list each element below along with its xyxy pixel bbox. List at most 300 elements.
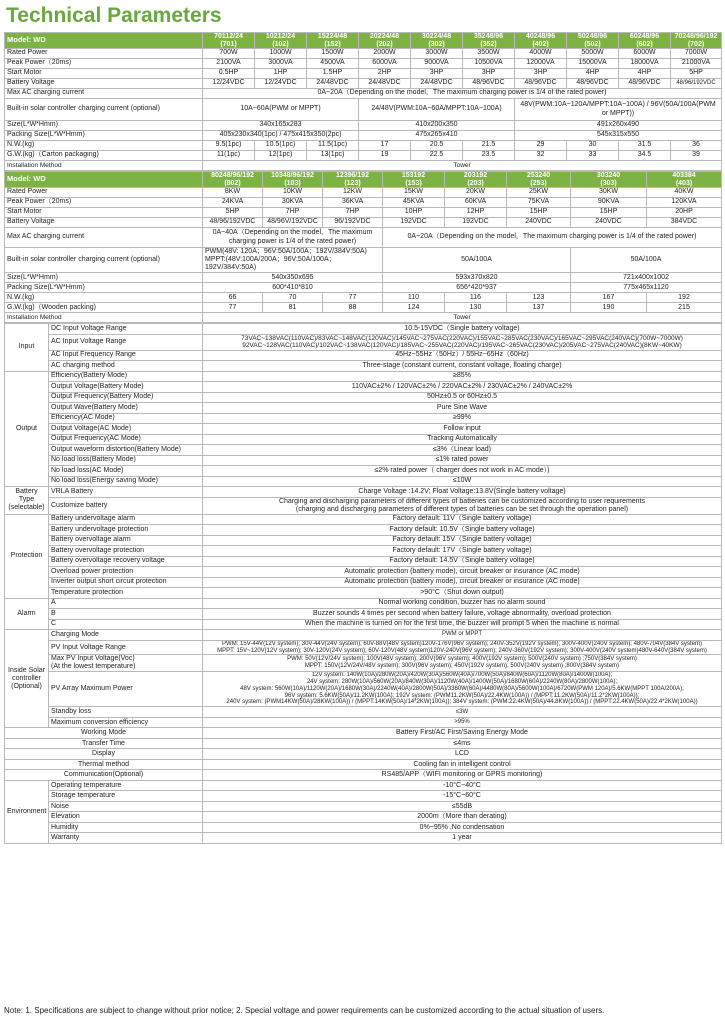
cell: 116 [445,293,507,303]
max-ac-charging-row [5,89,722,99]
cell: 15HP [507,208,571,218]
cell: 48/96V/192VDC [263,218,323,228]
cell: 405x230x340(1pc) / 475x415x350(2pc) [203,131,359,141]
cell: 24/48VDC [307,79,359,89]
row-label: Start Motor [5,208,203,218]
cell: 3HP [463,69,515,79]
model-code: 80248/96/192 (802) [203,172,263,188]
cell: 50A/100A [383,248,571,273]
spec-label: Efficiency(Battery Mode) [49,371,203,382]
cell: 13(1pc) [307,151,359,161]
cell: 24/48V(PWM:10A~60A/MPPT:10A~100A) [359,99,515,121]
packing-size-row [5,283,722,293]
spec-row-communication-optional [5,770,722,781]
cell: 593x370x820 [383,273,571,283]
cell: 77 [203,303,263,313]
spec-value: Factory default: 11V（Single battery voltage) [203,514,722,525]
cell: 30KW [571,188,647,198]
row-label: G.W.(kg)（Carton packaging) [5,151,203,161]
cell: 17 [359,141,411,151]
packing-size-row [5,131,722,141]
cell: 7HP [323,208,383,218]
spec-row-inverter-output-short-circuit-protection [5,577,722,588]
cell: 48V(PWM:10A~120A/MPPT:10A~100A) / 96V(50A/100A(PWM or MPPT)) [515,99,722,121]
spec-row-battery-overvoltage-recovery-voltage [5,556,722,567]
spec-value: ≤55dB [203,801,722,812]
spec-row-display [5,749,722,760]
spec-label: Output Frequency(AC Mode) [49,434,203,445]
cell: 81 [263,303,323,313]
cell: 120KVA [647,198,722,208]
cell: 48/96VDC [567,79,619,89]
model-code: 40248/96 (402) [515,33,567,49]
spec-group-protection: Protection [5,514,49,598]
start-motor-row [5,208,722,218]
cell: 29 [515,141,567,151]
model-code: 10348/96/192 (103) [263,172,323,188]
spec-row-battery-overvoltage-alarm [5,535,722,546]
cell: 39 [671,151,722,161]
row-label: Max AC charging current [5,228,203,248]
model-code: 30224/48 (302) [411,33,463,49]
spec-label: Storage temperature [49,791,203,802]
spec-group-solar: Inside Solar controller (Optional) [5,630,49,728]
spec-value: ≤3%（Linear load) [203,445,722,456]
cell: 34.5 [619,151,671,161]
peak-power-row [5,59,722,69]
rated-power-row [5,188,722,198]
cell: 20.5 [411,141,463,151]
spec-value: 45Hz~55Hz（50Hz）/ 55Hz~65Hz（60Hz) [203,350,722,361]
spec-label: Humidity [49,822,203,833]
spec-row-humidity [5,822,722,833]
cell: 70 [263,293,323,303]
model-code: 153192 (153) [383,172,445,188]
cell: 167 [571,293,647,303]
spec-value: ≤3W [203,707,722,718]
cell: 340x165x283 [203,121,359,131]
model-table-2 [4,171,722,323]
spec-value: 50Hz±0.5 or 60Hz±0.5 [203,392,722,403]
spec-row-elevation [5,812,722,823]
cell: 1.5HP [307,69,359,79]
spec-label: Display [5,749,203,760]
spec-label: Output Voltage(Battery Mode) [49,382,203,393]
row-label: Battery Voltage [5,79,203,89]
solar-charging-row [5,248,722,273]
spec-value: 10.5-15VDC（Single battery voltage) [203,324,722,335]
cell: 48/96VDC [463,79,515,89]
cell: 60KVA [445,198,507,208]
footnote: Note: 1. Specifications are subject to change without prior notice; 2. Special voltage and power requirements can be customized according to the actual situation of users. [4,1006,605,1015]
spec-value: Follow input [203,424,722,435]
spec-row-standby-loss [5,707,722,718]
cell: 77 [323,293,383,303]
spec-row-battery-overvoltage-protection [5,546,722,557]
spec-row-output-wave-battery-mode [5,403,722,414]
spec-group-alarm: Alarm [5,598,49,630]
spec-label: C [49,619,203,630]
spec-label: Customize battery [49,497,203,514]
spec-value: Three-stage (constant current, constant voltage, floating charge) [203,361,722,372]
spec-row-pv-array-maximum-power [5,671,722,706]
nw-row [5,293,722,303]
spec-label: Thermal method [5,759,203,770]
row-label: Built-in solar controller charging current (optional) [5,99,203,121]
cell: 123 [507,293,571,303]
cell: 192VDC [445,218,507,228]
cell: 475x265x410 [359,131,515,141]
cell: 2HP [359,69,411,79]
cell: 1000W [255,49,307,59]
cell: 30 [567,141,619,151]
spec-label: B [49,609,203,620]
spec-row-charging-mode [5,630,722,641]
cell: 88 [323,303,383,313]
cell: 4500VA [307,59,359,69]
row-label: Built-in solar controller charging current (optional) [5,248,203,273]
spec-row-b [5,609,722,620]
cell: 9.5(1pc) [203,141,255,151]
spec-row-output-frequency-battery-mode [5,392,722,403]
cell: 5000W [567,49,619,59]
cell: 0A~20A（Depending on the model，The maximum charging power is 1/4 of the rated power) [383,228,722,248]
spec-label: Battery overvoltage recovery voltage [49,556,203,567]
cell: 124 [383,303,445,313]
spec-label: VRLA Battery [49,487,203,498]
cell: 545x315x550 [515,131,722,141]
cell: 600*410*810 [203,283,383,293]
cell: 21.5 [463,141,515,151]
spec-label: A [49,598,203,609]
rated-power-row [5,49,722,59]
cell: 3000W [411,49,463,59]
spec-label: Overload power protection [49,567,203,578]
installation-row [5,313,722,323]
spec-value: Factory default: 10.5V（Single battery voltage) [203,525,722,536]
row-label: Rated Power [5,188,203,198]
spec-row-no-load-loss-battery-mode [5,455,722,466]
spec-row-warranty [5,833,722,844]
solar-charging-row [5,99,722,121]
spec-row-ac-input-frequency-range [5,350,722,361]
spec-row-max-pv-input-voltage-voc-at-the-lowest-temperature [5,655,722,671]
cell: 0.5HP [203,69,255,79]
cell: 130 [445,303,507,313]
peak-power-row [5,198,722,208]
cell: 0A~40A（Depending on the model，The maximum charging power is 1/4 of the rated power) [203,228,383,248]
spec-row-ac-input-voltage-range [5,334,722,350]
spec-value: >95% [203,717,722,728]
spec-row-dc-input-voltage-range [5,324,722,335]
row-label: Rated Power [5,49,203,59]
spec-value: Charge Voltage :14.2V; Float Voltage:13.8V(Single battery voltage) [203,487,722,498]
spec-value: Tracking Automatically [203,434,722,445]
cell: 21000VA [671,59,722,69]
spec-value: Automatic protection (battery mode), circuit breaker or insurance (AC mode) [203,567,722,578]
spec-group-output: Output [5,371,49,487]
spec-label: PV Input Voltage Range [49,640,203,655]
cell: 4000W [515,49,567,59]
model-code: 10212/24 (102) [255,33,307,49]
row-label: Battery Voltage [5,218,203,228]
spec-value: Factory default: 15V（Single battery voltage) [203,535,722,546]
cell: 10.5(1pc) [255,141,307,151]
cell: 36KVA [323,198,383,208]
cell: 11(1pc) [203,151,255,161]
spec-value: PWM: 50V(12V/24V system); 100V(48V system); 200V(96V system); 400V(192V system); 500V(240V system) ;750V(384V system) MPPT: 150V(12V/24V/48V system); 300V(96V system); 450V(192V system); 500V(240V system) ;800V(384V system) [203,655,722,671]
cell: 90KVA [571,198,647,208]
cell: 410x200x350 [359,121,515,131]
spec-value: 2000m（More than derating) [203,812,722,823]
cell: 721x400x1002 [571,273,722,283]
model-code: 12396/192 (123) [323,172,383,188]
spec-label: Operating temperature [49,780,203,791]
cell: 6000W [619,49,671,59]
cell: 12000VA [515,59,567,69]
cell: 75KVA [507,198,571,208]
spec-label: Temperature protection [49,588,203,599]
cell: 3500W [463,49,515,59]
cell: 3HP [411,69,463,79]
spec-label: AC Input Frequency Range [49,350,203,361]
cell: 10KW [263,188,323,198]
spec-row-a [5,598,722,609]
spec-label: Output Wave(Battery Mode) [49,403,203,414]
spec-label: No load loss(AC Mode) [49,466,203,477]
spec-row-operating-temperature [5,780,722,791]
installation-row [5,161,722,171]
model-code: 403384 (403) [647,172,722,188]
spec-value: 0%~95% ,No condensation [203,822,722,833]
spec-value: Charging and discharging parameters of different types of batteries can be customized according to user requirements (charging and discharging parameters of different types of batteries can be set through the operation panel) [203,497,722,514]
row-label: G.W.(kg)（Wooden packing) [5,303,203,313]
nw-row [5,141,722,151]
row-label: Max AC charging current [5,89,203,99]
cell: 775x465x1120 [571,283,722,293]
spec-value: PWM or MPPT [203,630,722,641]
spec-value: When the machine is turned on for the first time, the buzzer will prompt 5 when the machine is normal [203,619,722,630]
cell: 12KW [323,188,383,198]
spec-row-no-load-loss-ac-mode [5,466,722,477]
cell: 4HP [619,69,671,79]
cell: 240VDC [571,218,647,228]
cell: 36 [671,141,722,151]
spec-row-noise [5,801,722,812]
spec-group-input: Input [5,324,49,371]
spec-label: Output Frequency(Battery Mode) [49,392,203,403]
cell: 18000VA [619,59,671,69]
cell: 45KVA [383,198,445,208]
cell: 6000VA [359,59,411,69]
cell: 137 [507,303,571,313]
cell: 48/96/192VDC [671,79,722,89]
row-label: Packing Size(L*W*Hmm) [5,131,203,141]
spec-row-no-load-loss-energy-saving-mode [5,476,722,487]
model-code: 35248/96 (352) [463,33,515,49]
spec-row-output-voltage-ac-mode [5,424,722,435]
model-table-1 [4,32,722,171]
cell: 22.5 [411,151,463,161]
spec-row-ac-charging-method [5,361,722,372]
spec-row-temperature-protection [5,588,722,599]
model-code: 70112/24 (701) [203,33,255,49]
spec-value: 73VAC~138VAC(110VAC)/83VAC~148VAC(120VAC)/145VAC~275VAC(220VAC)/155VAC~285VAC(230VAC)/165VAC~295VAC(240VAC)(700W~7000W) 92VAC~128VAC(110VAC)/102VAC~138VAC(120VAC)/185VAC~255VAC(220VAC)/195VAC~265VAC(230VAC)/205VAC~275VAC(240VAC)(8KW~40KW) [203,334,722,350]
row-label: N.W.(kg) [5,293,203,303]
spec-label: Transfer Time [5,738,203,749]
spec-row-output-waveform-distortion-battery-mode [5,445,722,456]
cell: 25KW [507,188,571,198]
spec-value: ≤1% rated power [203,455,722,466]
cell: 110 [383,293,445,303]
spec-value: Cooling fan in intelligent control [203,759,722,770]
cell: 10A~60A(PWM or MPPT) [203,99,359,121]
cell: 3HP [515,69,567,79]
gw-row [5,151,722,161]
spec-row-pv-input-voltage-range [5,640,722,655]
spec-table [4,323,722,844]
row-label: Installation Method [5,161,203,171]
cell: 10HP [383,208,445,218]
model-label: Model: WD [5,33,203,49]
spec-group-battery: Battery Type (selectable) [5,487,49,515]
cell: 192 [647,293,722,303]
spec-label: Battery overvoltage alarm [49,535,203,546]
spec-label: Noise [49,801,203,812]
max-ac-charging-row [5,228,722,248]
cell: 384VDC [647,218,722,228]
cell: 32 [515,151,567,161]
row-label: N.W.(kg) [5,141,203,151]
cell: 240VDC [507,218,571,228]
cell: Tower [203,161,722,171]
spec-row-output-voltage-battery-mode [5,382,722,393]
row-label: Start Motor [5,69,203,79]
model-header-row [5,33,722,49]
spec-label: Standby loss [49,707,203,718]
spec-value: ≥99% [203,413,722,424]
model-code: 20224/48 (202) [359,33,411,49]
cell: 1500W [307,49,359,59]
cell: 192VDC [383,218,445,228]
spec-value: PWM: 15V-44V(12V system); 30V-44V(24V system); 60V-88V(48V system)120V-176V(96V system); 240V-352V(192V system); 300V-400V(240V system); 480V-704V(384V system) MPPT: 15V~120V(12V system); 30V-120V(24V system); 60V-120V(48V system)120V-240V(96V system); 240V-360V(192V system); 300V-400V(240V system)480V-640V(384V system) [203,640,722,655]
spec-row-maximum-conversion-efficiency [5,717,722,728]
spec-row-c [5,619,722,630]
spec-label: Warranty [49,833,203,844]
parameters-tables [4,32,721,844]
spec-value: 110VAC±2% / 120VAC±2% / 220VAC±2% / 230VAC±2% / 240VAC±2% [203,382,722,393]
spec-group-environment: Environment [5,780,49,843]
spec-label: Maximum conversion efficiency [49,717,203,728]
cell: 50A/100A [571,248,722,273]
cell: 215 [647,303,722,313]
page-title: Technical Parameters [6,4,222,27]
size-row [5,273,722,283]
cell: 491x260x490 [515,121,722,131]
spec-label: DC Input Voltage Range [49,324,203,335]
cell: 15000VA [567,59,619,69]
row-label: Size(L*W*Hmm) [5,273,203,283]
spec-label: AC Input Voltage Range [49,334,203,350]
cell: PWM(48V: 120A；96V:50A/100A；192V/384V:50A) MPPT:(48V:100A/200A；96V:50A/100A；192V/384V:50A) [203,248,383,273]
spec-value: 1 year [203,833,722,844]
spec-value: Pure Sine Wave [203,403,722,414]
spec-label: Output waveform distortion(Battery Mode) [49,445,203,456]
spec-label: AC charging method [49,361,203,372]
cell: 20HP [647,208,722,218]
cell: 48/96/192VDC [203,218,263,228]
cell: 15HP [571,208,647,218]
spec-label: No load loss(Battery Mode) [49,455,203,466]
spec-value: ≥85% [203,371,722,382]
cell: 12/24VDC [255,79,307,89]
model-code: 303240 (303) [571,172,647,188]
cell: 24KVA [203,198,263,208]
cell: 96/192VDC [323,218,383,228]
spec-label: PV Array Maximum Power [49,671,203,706]
cell: 8KW [203,188,263,198]
cell: 40KW [647,188,722,198]
cell: 2100VA [203,59,255,69]
cell: 5HP [203,208,263,218]
spec-value: Factory default: 17V（Single battery voltage) [203,546,722,557]
model-code: 50248/96 (502) [567,33,619,49]
row-label: Peak Power（20ms) [5,198,203,208]
cell: 48/96VDC [515,79,567,89]
cell: 4HP [567,69,619,79]
cell: 7HP [263,208,323,218]
spec-label: No load loss(Energy saving Mode) [49,476,203,487]
spec-value: ≤10W [203,476,722,487]
cell: 24/48VDC [411,79,463,89]
spec-row-efficiency-battery-mode [5,371,722,382]
spec-value: Battery First/AC First/Saving Energy Mode [203,728,722,739]
spec-label: Battery undervoltage protection [49,525,203,536]
spec-value: 12V system: 140W(10A)/280W(20A)/420W(30A)/560W(40A)/700W(50A)/840W(60A)/1120W(80A)/1400W(100A); 24V system: 280W(10A)/560W(20A)/840W(30A)/1120W(40A)/1400W(50A)/1680W(60A)/2240W(80A)/2800W(100A); 48V system: 560W(10A)/1120W(20A)/1680W(30A)/2240W(40A)/2800W(50A)/3360W(60A)/4480W(80A)/5600W(100A)/6720W(PWM 120A)/5.6KW(MPPT 100A/200A); 96V system: 5.6KW(50A)/11.2KW(100A); 192V system: (PWM11.2KW(50A)/22.4KW(100A)) / (MPPT:11.2KW(50A)/11.2*2KW(100A)); 240V system: (PWM14KW(50A)/28KW(100A)) / (MPPT:14KW(50A)/14*2KW(100A)); 384V system: (PWM:22.4KW(50A)/44.8KW(100A)) / (MPPT:22.4KW(50A)/22.4*2KW(100A)) [203,671,722,706]
spec-label: Elevation [49,812,203,823]
model-label: Model: WD [5,172,203,188]
cell: 30KVA [263,198,323,208]
spec-row-transfer-time [5,738,722,749]
spec-value: RS485/APP（WIFI monitoring or GPRS monitoring) [203,770,722,781]
cell: 20KW [445,188,507,198]
spec-label: Communication(Optional) [5,770,203,781]
spec-row-overload-power-protection [5,567,722,578]
model-code: 60248/96 (602) [619,33,671,49]
cell: 10500VA [463,59,515,69]
cell: 23.5 [463,151,515,161]
spec-row-working-mode [5,728,722,739]
row-label: Size(L*W*Hmm) [5,121,203,131]
cell: 12/24VDC [203,79,255,89]
cell: 656*420*937 [383,283,571,293]
spec-row-efficiency-ac-mode [5,413,722,424]
spec-row-vrla-battery [5,487,722,498]
spec-value: >90°C（Shut down output) [203,588,722,599]
spec-row-storage-temperature [5,791,722,802]
battery-voltage-row [5,79,722,89]
model-code: 15224/48 (152) [307,33,359,49]
cell: 31.5 [619,141,671,151]
row-label: Packing Size(L*W*Hmm) [5,283,203,293]
spec-value: -10°C~40°C [203,780,722,791]
spec-label: Charging Mode [49,630,203,641]
model-code: 203192 (203) [445,172,507,188]
spec-value: ≤4ms [203,738,722,749]
model-header-row [5,172,722,188]
cell: 19 [359,151,411,161]
cell: 0A~20A（Depending on the model，The maximum charging power is 1/4 of the rated power) [203,89,722,99]
